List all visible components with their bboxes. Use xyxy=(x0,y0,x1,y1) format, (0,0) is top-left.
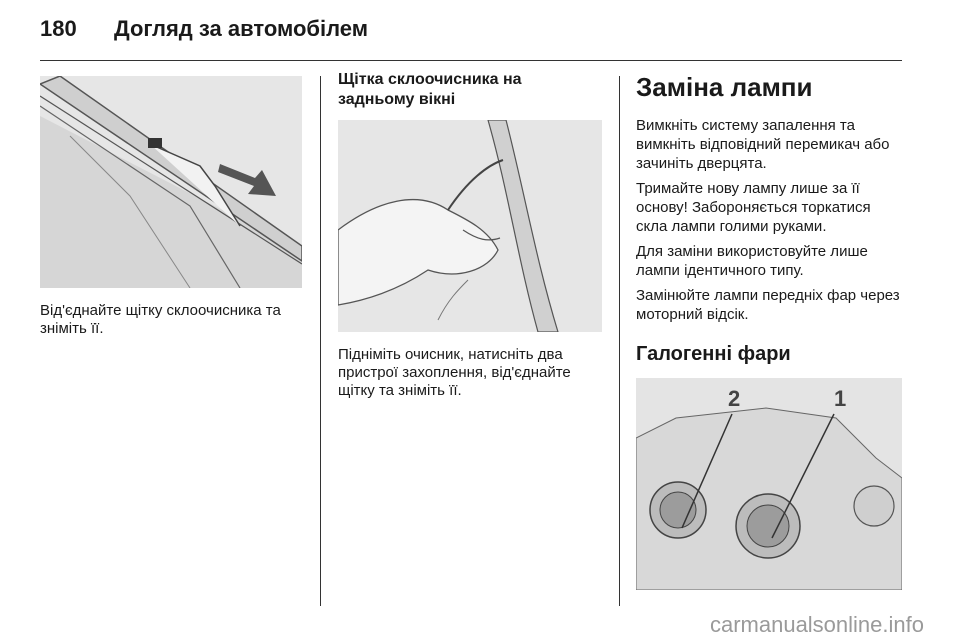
page-title: Догляд за автомобілем xyxy=(114,16,369,41)
section-title-bulb-replacement: Заміна лампи xyxy=(636,72,813,102)
column-3 xyxy=(636,70,902,590)
rear-wiper-drawing xyxy=(338,120,602,332)
paragraph-1: Вимкніть систему запалення та вимкніть відповідний перемикач або зачиніть дверцята. xyxy=(636,117,890,172)
column-2 xyxy=(338,70,602,400)
headlamp-illustration xyxy=(636,378,902,590)
paragraph-4: Замінюйте лампи передніх фар через моторний відсік. xyxy=(636,287,900,323)
column-1 xyxy=(40,76,302,338)
page-header xyxy=(40,16,920,46)
rear-wiper-heading: Щітка склоочисника на задньому вікні xyxy=(338,71,522,108)
header-rule xyxy=(40,60,902,61)
wiper-blade-drawing xyxy=(40,76,302,288)
subsection-title-halogen: Галогенні фари xyxy=(636,343,791,365)
headlamp-drawing xyxy=(636,378,902,590)
caption-wiper-blade: Від'єднайте щітку склоочисника та зніміть її. xyxy=(40,302,281,337)
callout-1: 1 xyxy=(834,386,847,411)
rear-wiper-illustration xyxy=(338,120,602,332)
wiper-blade-illustration xyxy=(40,76,302,288)
column-divider-2 xyxy=(619,76,620,606)
paragraph-2: Тримайте нову лампу лише за її основу! Забороняється торкатися скла лампи голими руками. xyxy=(636,180,871,235)
callout-2: 2 xyxy=(728,386,741,411)
page-number: 180 xyxy=(40,16,77,41)
caption-rear-wiper: Підніміть очисник, натисніть два пристрої захоплення, від'єднайте щітку та зніміть її. xyxy=(338,346,571,399)
paragraph-3: Для заміни використовуйте лише лампи ідентичного типу. xyxy=(636,243,868,279)
column-divider-1 xyxy=(320,76,321,606)
watermark: carmanualsonline.info xyxy=(709,612,924,637)
